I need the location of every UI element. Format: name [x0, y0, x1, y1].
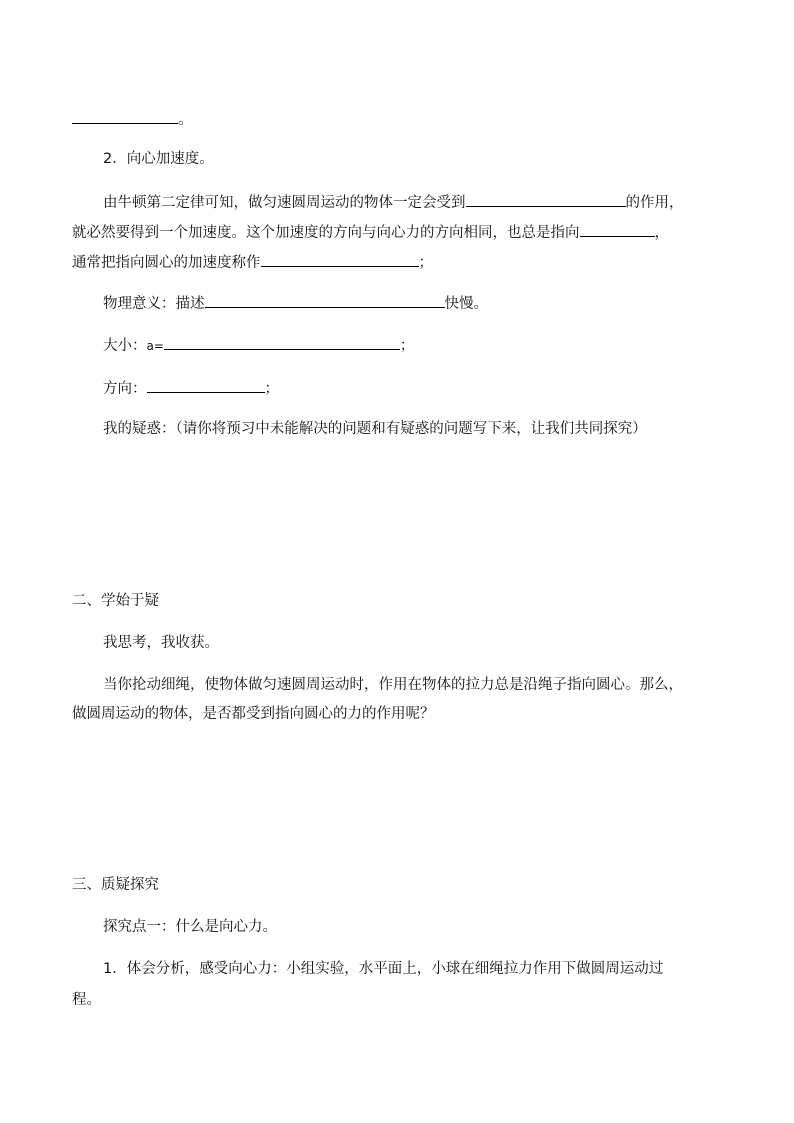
physical-meaning-line: 物理意义：描述 快慢。 — [103, 292, 732, 312]
paragraph-line: 程。 — [72, 992, 101, 1008]
paragraph-line: 1．体会分析，感受向心力：小组实验，水平面上，小球在细绳拉力作用下做圆周运动过 — [103, 961, 664, 977]
magnitude-line: 大小：a= ； — [103, 334, 732, 354]
fill-line-continuation: 。 — [72, 108, 732, 128]
my-doubts-line: 我的疑惑：（请你将预习中未能解决的问题和有疑惑的问题写下来，让我们共同探究） — [103, 421, 647, 437]
answer-blank[interactable] — [72, 108, 178, 124]
answer-blank[interactable] — [466, 191, 626, 207]
paragraph-line: 就必然要得到一个加速度。这个加速度的方向与向心力的方向相同，也总是指向 ， — [72, 221, 732, 241]
section-title-3: 三、质疑探究 — [72, 877, 159, 893]
paragraph-line: 做圆周运动的物体，是否都受到指向圆心的力的作用呢？ — [72, 706, 435, 722]
answer-blank[interactable] — [580, 221, 655, 237]
section-subtitle: 我思考，我收获。 — [103, 635, 219, 651]
explore-point-heading: 探究点一：什么是向心力。 — [103, 919, 277, 935]
direction-line: 方向： ； — [103, 377, 732, 397]
paragraph-line: 由牛顿第二定律可知，做匀速圆周运动的物体一定会受到 的作用， — [103, 191, 732, 211]
paragraph-line: 通常把指向圆心的加速度称作 ； — [72, 251, 732, 271]
answer-blank[interactable] — [205, 292, 445, 308]
answer-blank[interactable] — [164, 334, 400, 350]
answer-blank[interactable] — [261, 251, 419, 267]
answer-blank[interactable] — [147, 377, 265, 393]
section-title-2: 二、学始于疑 — [72, 593, 159, 609]
section-heading-centripetal-acceleration: 2．向心加速度。 — [103, 151, 214, 167]
paragraph-line: 当你抡动细绳，使物体做匀速圆周运动时，作用在物体的拉力总是沿绳子指向圆心。那么， — [103, 677, 683, 693]
